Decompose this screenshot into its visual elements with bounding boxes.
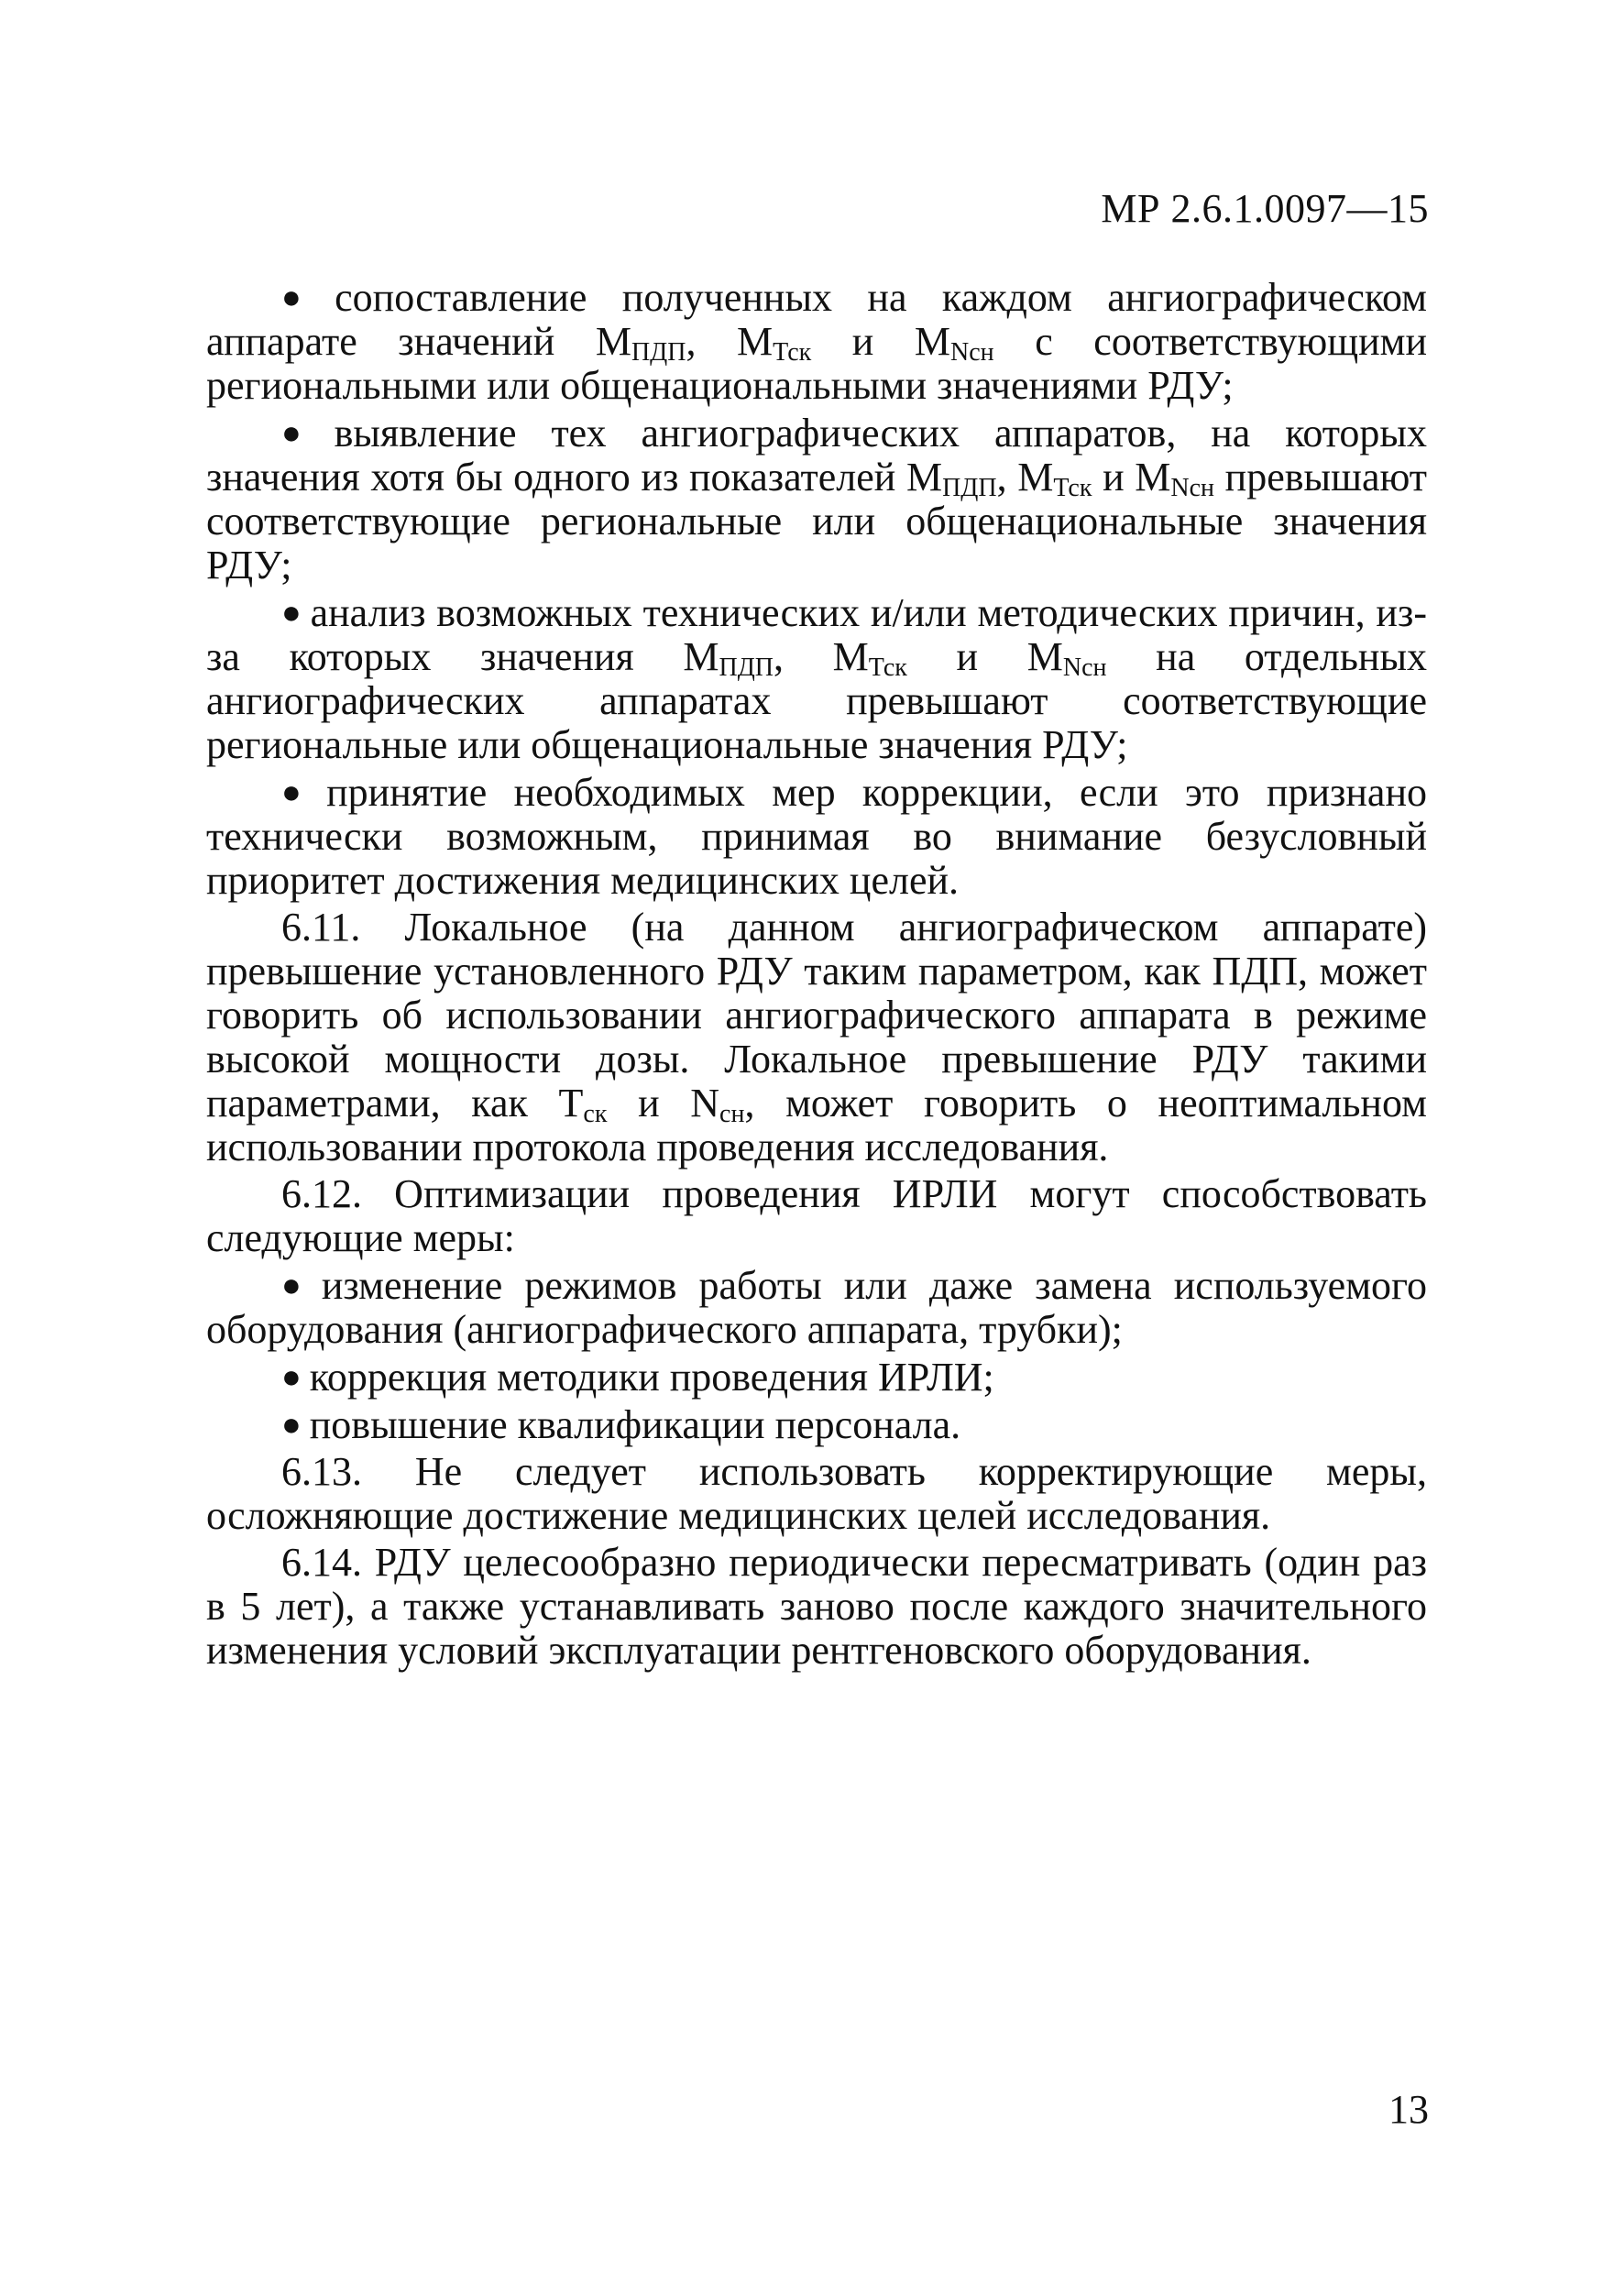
bullet-item: ● выявление тех ангиографических аппаратов, на которых значения хотя бы одного из показателей $М_{ПДП}$, $М_{Тск}$ и $М_{Nсн}$ превышают соответствующие региональные или общенациональные значения РДУ;	[206, 411, 1428, 587]
bullet-icon: ●	[281, 1267, 313, 1303]
bullet-icon: ●	[281, 414, 326, 451]
bullet-item: ● коррекция методики проведения ИРЛИ;	[281, 1355, 994, 1400]
paragraph-6-12: 6.12. Оптимизации проведения ИРЛИ могут способствовать следующие меры:	[206, 1171, 1427, 1260]
bullet-item: ● принятие необходимых мер коррекции, если это признано технически возможным, принимая во внимание безусловный приоритет достижения медицинских целей.	[206, 770, 1427, 903]
document-code: МР 2.6.1.0097—15	[1101, 186, 1429, 231]
paragraph-6-11: 6.11. Локальное (на данном ангиографическом аппарате) превышение установленного РДУ таким параметром, как ПДП, может говорить об использовании ангиографического аппарата в режиме высокой мощности дозы. Локальное превышение РДУ такими параметрами, как $Т_{ск}$ и $N_{сн}$, может говорить о неоптимальном использовании протокола проведения исследования.	[206, 905, 1427, 1169]
page-number: 13	[1388, 2087, 1429, 2132]
bullet-icon: ●	[281, 594, 302, 631]
document-body	[206, 275, 1427, 1675]
bullet-item: ● изменение режимов работы или даже замена используемого оборудования (ангиографического аппарата, трубки);	[206, 1263, 1428, 1352]
bullet-icon: ●	[281, 774, 319, 810]
bullet-item: ● анализ возможных технических и/или методических причин, из-за которых значения $М_{ПДП}$, $М_{Тск}$ и $М_{Nсн}$ на отдельных ангиографических аппаратах превышают соответствующие региональные или общенациональные значения РДУ;	[206, 590, 1428, 767]
bullet-icon: ●	[281, 1406, 302, 1443]
paragraph-6-13: 6.13. Не следует использовать корректирующие меры, осложняющие достижение медицинских целей исследования.	[206, 1449, 1427, 1538]
bullet-item: ● сопоставление полученных на каждом ангиографическом аппарате значений $М_{ПДП}$, $М_{Тск}$ и $М_{Nсн}$ с соответствующими региональными или общенациональными значениями РДУ;	[206, 275, 1428, 408]
bullet-item: ● повышение квалификации персонала.	[281, 1402, 961, 1447]
paragraph-6-14: 6.14. РДУ целесообразно периодически пересматривать (один раз в 5 лет), а также устанавливать заново после каждого значительного изменения условий эксплуатации рентгеновского оборудования.	[206, 1540, 1427, 1673]
bullet-icon: ●	[281, 1358, 302, 1395]
bullet-icon: ●	[281, 279, 327, 315]
